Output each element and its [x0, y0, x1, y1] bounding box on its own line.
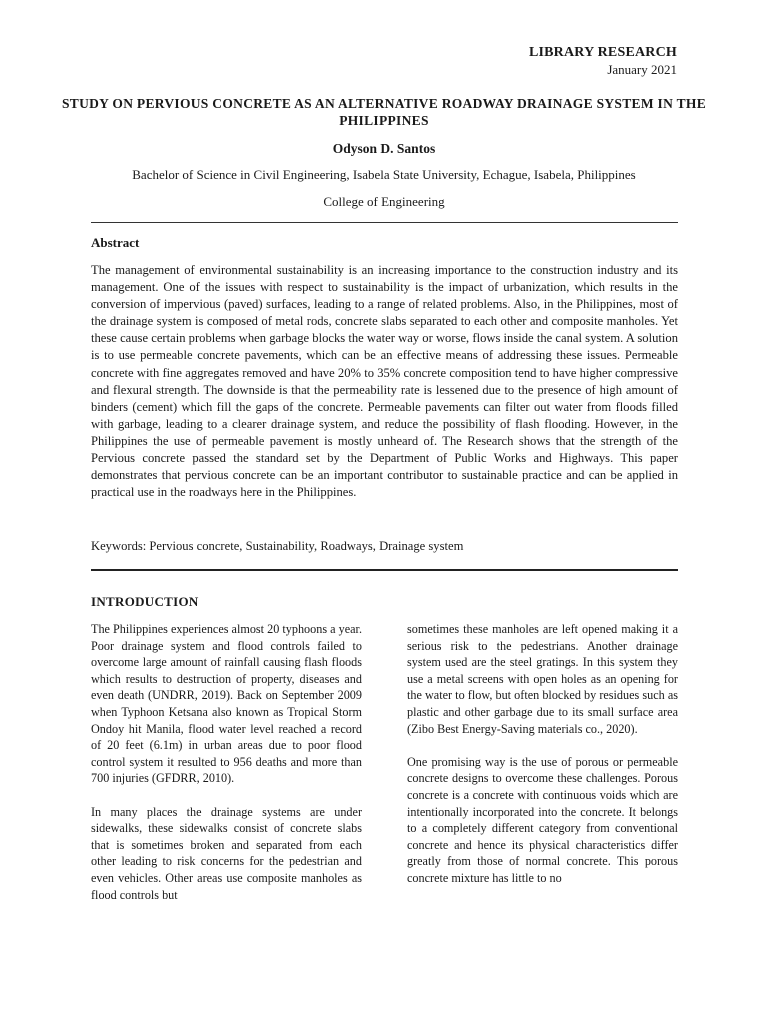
author-name: Odyson D. Santos: [332, 141, 436, 156]
paragraph-gap: [407, 737, 678, 754]
paragraph-gap: [91, 787, 362, 804]
column-right: [407, 621, 678, 887]
document-type: LIBRARY RESEARCH: [528, 45, 677, 60]
section-heading-introduction: INTRODUCTION: [91, 594, 199, 609]
author-affiliation: Bachelor of Science in Civil Engineering, Isabela State University, Echague, Isabela, Philippines: [132, 167, 636, 182]
divider-top: [91, 222, 678, 223]
running-header: [529, 44, 677, 78]
paragraph: sometimes these manholes are left opened making it a serious risk to the pedestrians. Another drainage system used are the steel gratings. In this system they use a metal screens with open holes as an opening for the water to flow, but often blocked by residues such as plastic and other garbage due to its small surface area (Zibo Best Energy-Saving materials co., 2020).: [407, 622, 678, 736]
keywords: Keywords: Pervious concrete, Sustainability, Roadways, Drainage system: [91, 539, 464, 553]
paragraph: The Philippines experiences almost 20 typhoons a year. Poor drainage system and flood controls failed to overcome large amount of rainfall causing flash floods which results to destruction of property, diseases and even death (UNDRR, 2019). Back on September 2009 when Typhoon Ketsana also known as Tropical Storm Ondoy hit Manila, flood water level reached a record of 20 feet (6.1m) in urban areas due to poor flood control system it resulted to 956 deaths and more than 700 injuries (GFDRR, 2010).: [91, 622, 362, 786]
abstract-body: The management of environmental sustainability is an increasing importance to the construction industry and its management. One of the issues with respect to sustainability is the impact of urbanization, which results in the conversion of impervious (paved) surfaces, leading to a range of related problems. Also, in the Philippines, most of the drainage system is composed of metal rods, concrete slabs separated to each other and composite manholes. Yet these cause certain problems when garbage blocks the water way or worse, flows inside the canal system. A solution is to use permeable concrete pavements, which can be an effective means of addressing these issues. Permeable concrete with fine aggregates removed and have 20% to 35% concrete composition tend to have higher compressive and flexural strength. The downside is that the permeability rate is lessened due to the presence of high amount of binders (cement) which fill the gaps of the concrete. Permeable pavements can filter out water from floods filled with garbage, leading to a clearer drainage system, and reduce the possibility of flash flooding. However, in the Philippines the use of permeable pavement is mostly unheard of. The Research shows that the strength of the Pervious concrete passed the standard set by the Department of Public Works and Highways. This paper demonstrates that pervious concrete can be an important contributor to sustainable practice and can be applied in practical use in the roadways here in the Philippines.: [91, 263, 678, 500]
paragraph: In many places the drainage systems are under sidewalks, these sidewalks consist of concrete slabs that is sometimes broken and separated from each other leading to risk concerns for the pedestrian and even vehicles. Other areas use composite manholes as flood controls but: [91, 804, 362, 902]
abstract-heading: Abstract: [91, 235, 140, 250]
column-left: [91, 621, 362, 903]
paper-title: STUDY ON PERVIOUS CONCRETE AS AN ALTERNATIVE ROADWAY DRAINAGE SYSTEM IN THE PHILIPPINES: [61, 96, 707, 128]
college-name: College of Engineering: [323, 194, 445, 209]
paragraph: One promising way is the use of porous or permeable concrete designs to overcome these challenges. Porous concrete is a concrete with continuous voids which are intentionally incorporated into the concrete. It belongs to a completely different category from conventional concrete and hence its physical characteristics differ greatly from those of normal concrete. This porous concrete mixture has little to no: [407, 754, 678, 885]
divider-bottom: [91, 569, 678, 571]
document-date: January 2021: [607, 62, 677, 77]
